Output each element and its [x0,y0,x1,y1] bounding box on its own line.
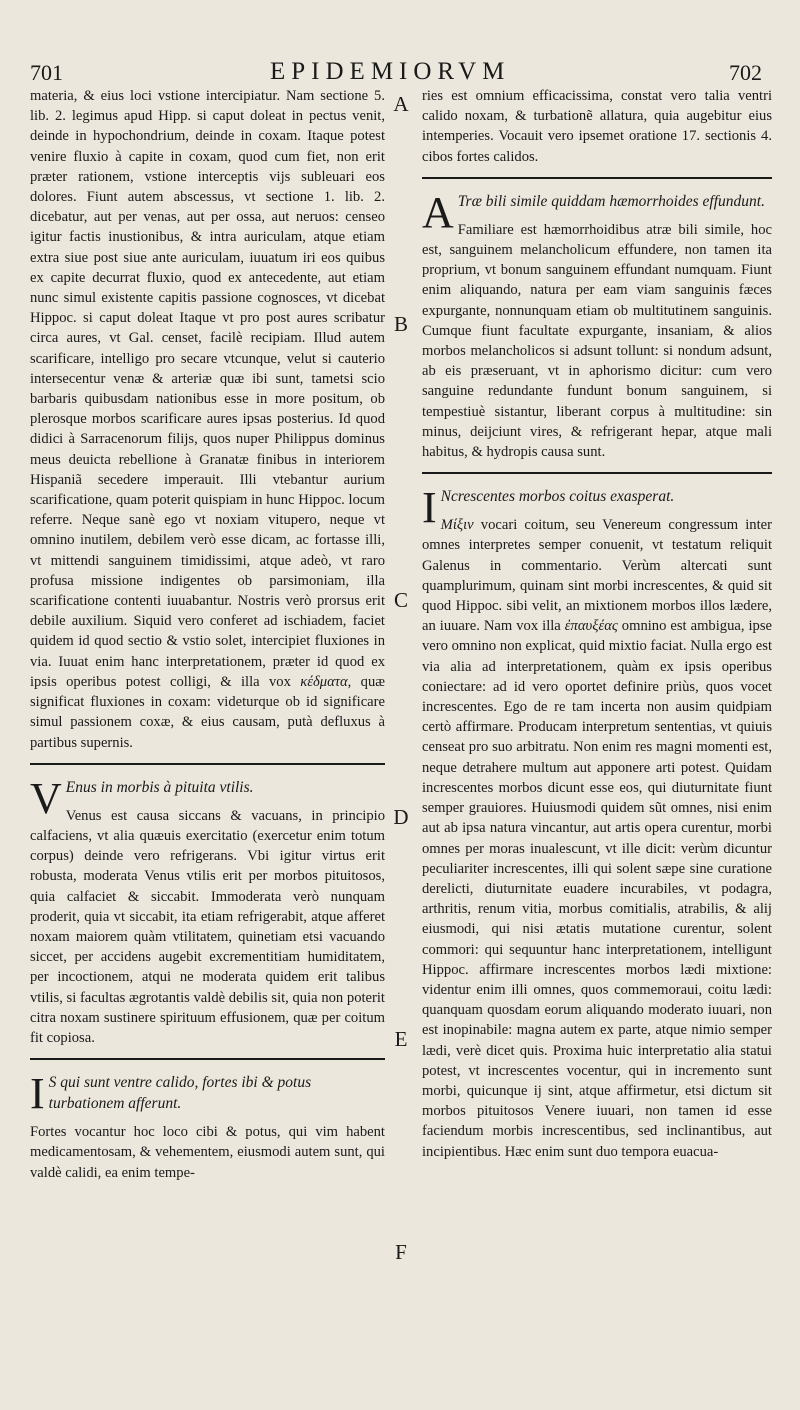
left-column [30,86,385,1183]
right-column [422,86,772,1162]
drop-cap: A [422,187,454,237]
page-number-left: 701 [30,60,63,85]
greek-word: κέδματα [300,673,348,690]
margin-letter-c: C [393,588,408,612]
section-divider [30,1058,385,1060]
section-heading-ventre [30,1069,385,1119]
greek-word: ἐπαυξέας [564,618,618,635]
section-heading-hemorrhoides [422,187,772,237]
margin-letter-b: B [393,312,408,336]
right-para3-a: vocari coitum, seu Venereum congressum inter omnes interpretes semper conuenit, vt testatum reliquit Galenus in commentario. Verùm altercati sunt quamplurimum, quinam sint morbi increscentes, & quid sit quod Hippoc. sibi velit, an mixtionem morbos illos lædere, an iuuare. Nam vox illa [422,517,772,635]
section-heading-venus [30,773,385,823]
left-paragraph-2: Venus est causa siccans & vacuans, in principio calfaciens, vt alia quæuis exercitatio (exercetur enim totum corpus) deinde vero refrigerans. Vbi igitur virtus erit robusta, moderata Venus vtilis erit per morbos pituitosos, quia calfaciet & siccabit. Immoderata verò nunquam proderit, quia vt siccabit, ita etiam refrigerabit, atque afferet noxam maiorem quàm vtilitatem, quinetiam etsi vacuando siccet, per accidens augebit excrementitiam humiditatem, per incoctionem, atqui ne moderata quidem erit talibus vtilis, si facultas ægrotantis valdè debilis sit, quia non poterit citra noxam sustinere spirituum effusionem, quæ per coitum fit copiosa. [30,807,385,1046]
section-divider [422,177,772,179]
margin-letter-f: F [395,1240,407,1264]
drop-cap: I [422,483,437,533]
heading-text: S qui sunt ventre calido, fortes ibi & potus turbationem afferunt. [48,1074,312,1113]
heading-text: Enus in morbis à pituita vtilis. [65,778,254,796]
section-divider [422,472,772,474]
drop-cap: I [30,1069,45,1119]
margin-letter-d: D [393,805,409,829]
section-divider [30,763,385,765]
right-paragraph-3 [422,515,772,1162]
drop-cap: V [30,773,62,823]
left-paragraph-3: Fortes vocantur hoc loco cibi & potus, qui vim habent medicamentosam, & vehementem, eiusmodi autem sunt, qui valdè calidi, ea enim tempe- [30,1124,385,1181]
greek-word: Μίξιν [440,517,474,534]
page-number-right: 702 [729,60,762,85]
right-para3-b: omnino est ambigua, ipse vero omnino non explicat, quid mixtio faciat. Nulla ergo est via alia ad interpretationem, quàm ex ipsis operibus coniectare: ad id vero oportet definire priùs, quos vocet increscentes. Ego de re tam incerta non ausim quidpiam certò affirmare. Producam interpretum sententias, vt quiuis censeat pro suo arbitratu. Non enim res magni momenti est, neque detrahere multum aut apponere arti potest. Quidam increscentes morbos dicunt esse eos, qui diuturnitate fiunt semper grauiores. Huiusmodi quidem sũt omnes, nisi enim aut ab ipsa natura vincantur, aut artis opera curentur, morbi omnes per moras inualescunt, vt ille dicit: verùm dicuntur peculiariter increscentes, illi qui solent sæpe sine curatione derelicti, diuturnitate euadere incurabiles, vt podagra, arthritis, renum vitia, morbus comitialis, atrabilis, & alij eiusmodi, qui nisi ætatis mutatione curentur, solent commori: qui sequuntur hanc interpretationem, intelligunt Hippoc. affirmare increscentes morbos lædi mixtione: videntur enim illi omnes, quos commemoraui, coitu lædi: quanquam quosdam eorum aliquando moderato iuuari, non est inopinabile: magna autem ex parte, atque nimio semper lædi, verè dicet quis. Proxima huic interpretatio alia statui potest, vt increscentes vocentur, qui in incremento sunt morbi, quicunque ij sint, atque affirmetur, etsi dictum sit morbos pituitosos Venere iuuari, non tamen id esse faciendum morbis increscentibus, sed inclinantibus, aut incipientibus. Hæc enim sunt duo tempora euacua- [422,618,772,1160]
right-paragraph-1: ries est omnium efficacissima, constat vero talia ventri calido noxam, & turbationẽ allatura, quia augebitur eius intemperies. Vocauit vero ipsemet oratione 17. sectionis 4. cibos fortes calidos. [422,88,772,165]
heading-text: Træ bili simile quiddam hæmorrhoides effundunt. [457,192,765,210]
left-paragraph-1 [30,86,385,753]
running-title: EPIDEMIORVM [270,58,511,85]
heading-text: Ncrescentes morbos coitus exasperat. [440,488,675,506]
left-para1-text: materia, & eius loci vstione intercipiatur. Nam sectione 5. lib. 2. legimus apud Hipp. si caput doleat in pectus venit, deinde in hypochondrium, deinde in coxam. Itaque potest venire fluxio à capite in coxam, quod cum fiet, non erit præter rationem, vstione interceptis vijs subleuari eos dolores. Fiunt autem abscessus, vt sectione 1. lib. 2. dicebatur, aut per venas, aut per ossa, aut neruos: censeo igitur factis inustionibus, & intra auriculam, atque etiam extra siue post siue ante auriculam, iuuatum iri eos quibus ex capite decurrat fluxio, quod ex antecedente, aut etiam nunc simul existente capitis passione cognosces, vt dicebat Hippoc. si caput doleat Itaque vt pro post aures scribatur circa aures, vt Gal. censet, facilè recipiam. Illud autem scarificare, intelligo pro secare vtcunque, velut si cauterio intersecentur venæ & arteriæ quæ ibi sunt, tametsi scio barbaris quibusdam nationibus esse in more positum, ob plerosque morbos scarificare aures ipsas posterius. Id quod didici à Sarracenorum filijs, quos nuper Philippus dominus meus deuicta rebellione à Granatæ finibus in interiorem Hispaniã secedere imperauit. Illi vtebantur aurium scarificatione, quam poterit quispiam in hunc Hippoc. locum referre. Neque sanè ego vt noxiam vitupero, neque vt omnino inutilem, debilem verò esse dicam, ac fortasse illi, vt mittendi sanguinem timidissimi, atque adeò, vt raro profusa missione indigentes ob parsimoniam, illa scarificatione contenti iuuabantur. Nostris verò prorsus erit debile auxilium. Siquid vero conferet ad ischiadem, faciet quidem id quod sectio & vstio solet, intercipiet fluxiones in via. Iuuat enim hanc interpretationem, præter id quod ex ipsis operibus potest colligi, & illa vox [30,88,385,690]
margin-letter-a: A [393,92,409,116]
margin-letter-e: E [394,1027,408,1051]
right-paragraph-2: Familiare est hæmorrhoidibus atræ bili simile, hoc est, sanguinem melancholicum effundere, non tamen ita proprium, vt bonum sanguinem effundant numquam. Fiunt enim aliquando, natura per eam viam sanguinis fæces expurgante, nonnunquam etiam ob multitutinem sanguinis. Cumque fiunt facultate expurgante, insaniam, & alios morbos melancholicos si adsunt tollunt: si nondum adsunt, ab eis præseruant, vt in aphorismo dicitur: cum vero sanguine redundante fundunt bonum sanguinem, si tempestiuè sistantur, liberant corpus à multitudine: sin minus, deijciunt vires, & refrigerant hepar, atque mali habitus, & hydropis causa sunt. [422,221,772,461]
left-para1-end: , quæ significat fluxiones in coxam: videturque ob id significare simul passionem coxæ, & eius causam, putà defluxus à partibus supernis. [30,673,385,751]
